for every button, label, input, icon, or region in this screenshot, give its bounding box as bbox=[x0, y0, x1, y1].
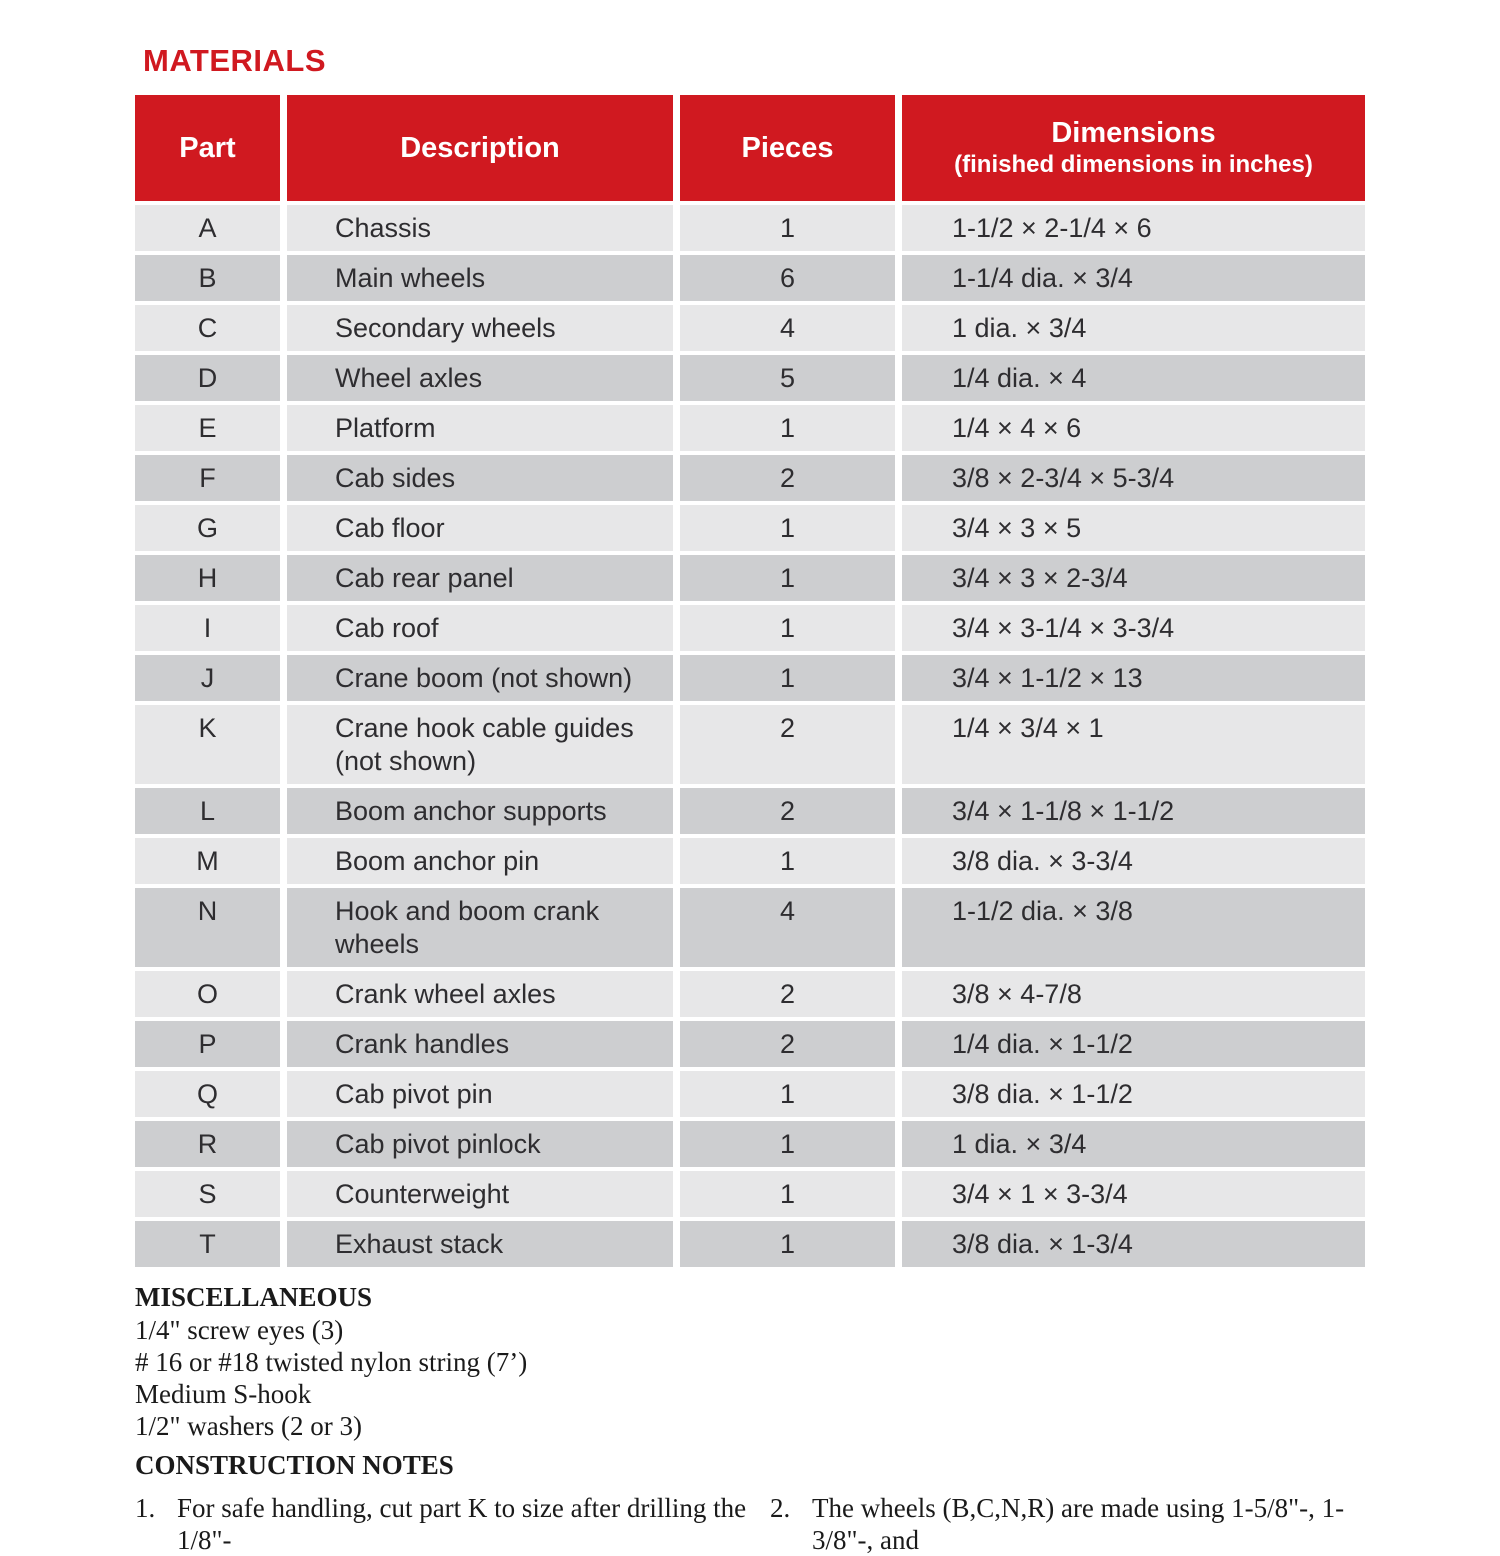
description-cell: Chassis bbox=[287, 205, 673, 251]
dimensions-cell: 1 dia. × 3/4 bbox=[902, 1121, 1365, 1167]
description-cell: Boom anchor supports bbox=[287, 788, 673, 834]
miscellaneous-item: 1/4" screw eyes (3) bbox=[135, 1315, 344, 1345]
dimensions-cell: 1/4 dia. × 1-1/2 bbox=[902, 1021, 1365, 1067]
note-text: The wheels (B,C,N,R) are made using 1-5/8"-, 1-3/8"-, and bbox=[812, 1493, 1345, 1555]
part-cell: H bbox=[135, 555, 280, 601]
part-cell: N bbox=[135, 888, 280, 967]
description-cell: Cab sides bbox=[287, 455, 673, 501]
description-cell: Secondary wheels bbox=[287, 305, 673, 351]
miscellaneous-list bbox=[135, 1314, 1365, 1442]
note-text: For safe handling, cut part K to size after drilling the 1/8"- bbox=[177, 1493, 747, 1555]
part-cell: R bbox=[135, 1121, 280, 1167]
miscellaneous-item: Medium S-hook bbox=[135, 1379, 312, 1409]
table-header-row bbox=[135, 95, 1365, 201]
pieces-cell: 1 bbox=[680, 605, 895, 651]
pieces-cell: 1 bbox=[680, 1121, 895, 1167]
dimensions-cell: 3/4 × 1 × 3-3/4 bbox=[902, 1171, 1365, 1217]
miscellaneous-heading: MISCELLANEOUS bbox=[135, 1282, 373, 1312]
dimensions-cell: 1/4 × 4 × 6 bbox=[902, 405, 1365, 451]
part-cell: B bbox=[135, 255, 280, 301]
table-row bbox=[135, 971, 1365, 1017]
part-cell: K bbox=[135, 705, 280, 784]
description-cell: Cab roof bbox=[287, 605, 673, 651]
description-cell: Crank wheel axles bbox=[287, 971, 673, 1017]
dimensions-cell: 1-1/4 dia. × 3/4 bbox=[902, 255, 1365, 301]
table-row bbox=[135, 405, 1365, 451]
pieces-cell: 2 bbox=[680, 971, 895, 1017]
table-row bbox=[135, 655, 1365, 701]
pieces-cell: 1 bbox=[680, 505, 895, 551]
part-cell: J bbox=[135, 655, 280, 701]
header-description-label: Description bbox=[400, 132, 560, 164]
pieces-cell: 6 bbox=[680, 255, 895, 301]
construction-note bbox=[770, 1492, 1365, 1556]
part-cell: C bbox=[135, 305, 280, 351]
dimensions-cell: 1-1/2 × 2-1/4 × 6 bbox=[902, 205, 1365, 251]
part-cell: E bbox=[135, 405, 280, 451]
materials-table bbox=[135, 95, 1365, 1271]
table-row bbox=[135, 1221, 1365, 1267]
construction-notes-heading: CONSTRUCTION NOTES bbox=[135, 1450, 454, 1480]
description-cell: Hook and boom crank wheels bbox=[287, 888, 673, 967]
construction-notes-list bbox=[135, 1492, 1365, 1556]
header-part-label: Part bbox=[179, 132, 236, 164]
table-rows bbox=[135, 205, 1365, 1267]
part-cell: Q bbox=[135, 1071, 280, 1117]
table-row bbox=[135, 455, 1365, 501]
note-number: 1. bbox=[135, 1493, 156, 1523]
header-part bbox=[135, 95, 280, 201]
description-cell: Cab floor bbox=[287, 505, 673, 551]
table-row bbox=[135, 1021, 1365, 1067]
description-cell: Cab rear panel bbox=[287, 555, 673, 601]
pieces-cell: 1 bbox=[680, 655, 895, 701]
table-row bbox=[135, 605, 1365, 651]
dimensions-cell: 3/4 × 3 × 2-3/4 bbox=[902, 555, 1365, 601]
table-row bbox=[135, 1171, 1365, 1217]
pieces-cell: 4 bbox=[680, 305, 895, 351]
table-row bbox=[135, 305, 1365, 351]
description-cell: Counterweight bbox=[287, 1171, 673, 1217]
header-pieces bbox=[680, 95, 895, 201]
table-row bbox=[135, 355, 1365, 401]
part-cell: F bbox=[135, 455, 280, 501]
description-cell: Wheel axles bbox=[287, 355, 673, 401]
table-row bbox=[135, 255, 1365, 301]
pieces-cell: 4 bbox=[680, 888, 895, 967]
dimensions-cell: 3/4 × 1-1/2 × 13 bbox=[902, 655, 1365, 701]
dimensions-cell: 3/4 × 3 × 5 bbox=[902, 505, 1365, 551]
dimensions-cell: 3/4 × 3-1/4 × 3-3/4 bbox=[902, 605, 1365, 651]
pieces-cell: 1 bbox=[680, 1171, 895, 1217]
dimensions-cell: 3/4 × 1-1/8 × 1-1/2 bbox=[902, 788, 1365, 834]
pieces-cell: 1 bbox=[680, 1221, 895, 1267]
part-cell: D bbox=[135, 355, 280, 401]
table-row bbox=[135, 505, 1365, 551]
construction-note bbox=[135, 1492, 770, 1556]
pieces-cell: 5 bbox=[680, 355, 895, 401]
table-row bbox=[135, 788, 1365, 834]
note-number: 2. bbox=[770, 1493, 791, 1523]
table-row bbox=[135, 705, 1365, 784]
part-cell: L bbox=[135, 788, 280, 834]
table-row bbox=[135, 555, 1365, 601]
dimensions-cell: 1/4 × 3/4 × 1 bbox=[902, 705, 1365, 784]
header-dimensions-subtitle: (finished dimensions in inches) bbox=[954, 151, 1313, 178]
miscellaneous-section bbox=[135, 1281, 1365, 1442]
part-cell: O bbox=[135, 971, 280, 1017]
dimensions-cell: 1/4 dia. × 4 bbox=[902, 355, 1365, 401]
part-cell: S bbox=[135, 1171, 280, 1217]
dimensions-cell: 3/8 dia. × 1-3/4 bbox=[902, 1221, 1365, 1267]
description-cell: Main wheels bbox=[287, 255, 673, 301]
description-cell: Crank handles bbox=[287, 1021, 673, 1067]
table-row bbox=[135, 888, 1365, 967]
table-row bbox=[135, 205, 1365, 251]
pieces-cell: 1 bbox=[680, 205, 895, 251]
pieces-cell: 1 bbox=[680, 555, 895, 601]
description-cell: Exhaust stack bbox=[287, 1221, 673, 1267]
header-dimensions bbox=[902, 95, 1365, 201]
miscellaneous-item: # 16 or #18 twisted nylon string (7’) bbox=[135, 1347, 528, 1377]
part-cell: A bbox=[135, 205, 280, 251]
description-cell: Cab pivot pinlock bbox=[287, 1121, 673, 1167]
description-cell: Crane boom (not shown) bbox=[287, 655, 673, 701]
header-pieces-label: Pieces bbox=[741, 132, 834, 164]
part-cell: M bbox=[135, 838, 280, 884]
part-cell: G bbox=[135, 505, 280, 551]
part-cell: P bbox=[135, 1021, 280, 1067]
part-cell: I bbox=[135, 605, 280, 651]
table-row bbox=[135, 1071, 1365, 1117]
dimensions-cell: 3/8 × 4-7/8 bbox=[902, 971, 1365, 1017]
table-row bbox=[135, 1121, 1365, 1167]
pieces-cell: 2 bbox=[680, 705, 895, 784]
description-cell: Cab pivot pin bbox=[287, 1071, 673, 1117]
construction-notes-section bbox=[135, 1449, 1365, 1556]
dimensions-cell: 1 dia. × 3/4 bbox=[902, 305, 1365, 351]
page-title: MATERIALS bbox=[143, 42, 327, 78]
header-description bbox=[287, 95, 673, 201]
pieces-cell: 1 bbox=[680, 1071, 895, 1117]
pieces-cell: 1 bbox=[680, 405, 895, 451]
description-cell: Crane hook cable guides (not shown) bbox=[287, 705, 673, 784]
pieces-cell: 2 bbox=[680, 788, 895, 834]
dimensions-cell: 1-1/2 dia. × 3/8 bbox=[902, 888, 1365, 967]
pieces-cell: 1 bbox=[680, 838, 895, 884]
part-cell: T bbox=[135, 1221, 280, 1267]
dimensions-cell: 3/8 × 2-3/4 × 5-3/4 bbox=[902, 455, 1365, 501]
description-cell: Boom anchor pin bbox=[287, 838, 673, 884]
table-row bbox=[135, 838, 1365, 884]
description-cell: Platform bbox=[287, 405, 673, 451]
dimensions-cell: 3/8 dia. × 3-3/4 bbox=[902, 838, 1365, 884]
pieces-cell: 2 bbox=[680, 455, 895, 501]
dimensions-cell: 3/8 dia. × 1-1/2 bbox=[902, 1071, 1365, 1117]
pieces-cell: 2 bbox=[680, 1021, 895, 1067]
header-dimensions-label: Dimensions bbox=[1051, 117, 1216, 149]
miscellaneous-item: 1/2" washers (2 or 3) bbox=[135, 1411, 362, 1441]
